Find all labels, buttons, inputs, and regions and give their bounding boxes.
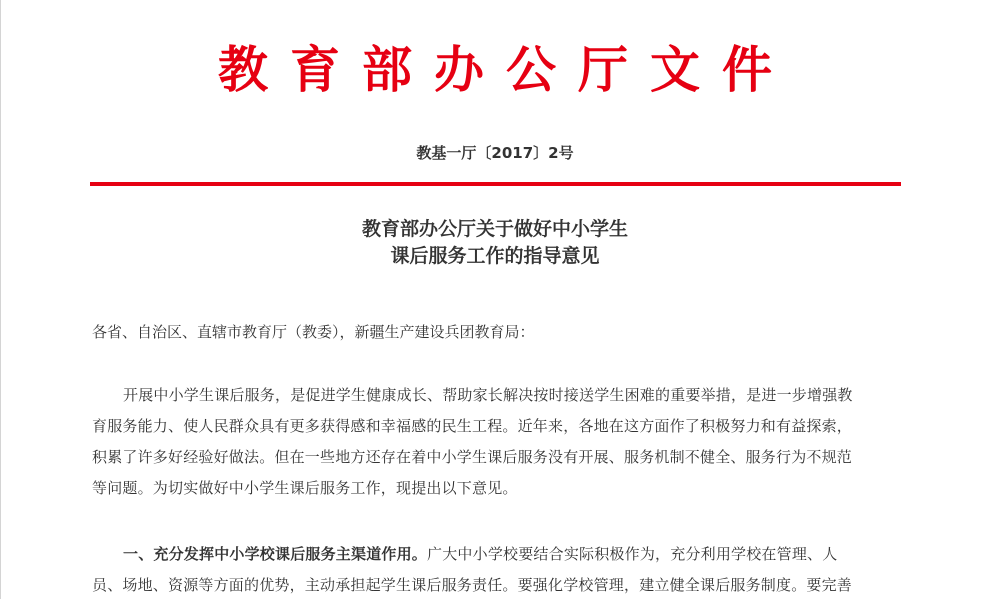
paragraph-1 [92,380,902,504]
document-header-title: 教育部办公厅文件 [218,40,794,99]
paragraph-1-line-2: 育服务能力、使人民群众具有更多获得感和幸福感的民生工程。近年来，各地在这方面作了积极努力和有益探索， [92,417,853,435]
paragraph-1-line-1: 开展中小学生课后服务，是促进学生健康成长、帮助家长解决按时接送学生困难的重要举措，是进一步增强教 [123,386,853,404]
section-heading-1: 一、充分发挥中小学校课后服务主渠道作用。 [123,545,428,563]
paragraph-1-line-3: 积累了许多好经验好做法。但在一些地方还存在着中小学生课后服务没有开展、服务机制不健全、服务行为不规范 [92,448,853,466]
paragraph-2-line-2: 员、场地、资源等方面的优势，主动承担起学生课后服务责任。要强化学校管理，建立健全课后服务制度。要完善 [92,576,853,594]
paragraph-2-line-1 [92,539,902,570]
document-title-line-2: 课后服务工作的指导意见 [390,245,600,267]
document-number: 教基一厅〔2017〕2号 [416,144,574,162]
salutation: 各省、自治区、直辖市教育厅（教委），新疆生产建设兵团教育局： [92,323,535,341]
document-title-line-1: 教育部办公厅关于做好中小学生 [361,218,628,240]
paragraph-2-line-1-text: 广大中小学校要结合实际积极作为，充分利用学校在管理、人 [427,545,838,563]
paragraph-2 [92,539,902,599]
red-divider-line [90,182,901,186]
paragraph-1-line-4: 等问题。为切实做好中小学生课后服务工作，现提出以下意见。 [92,479,518,497]
document-title [0,216,990,270]
